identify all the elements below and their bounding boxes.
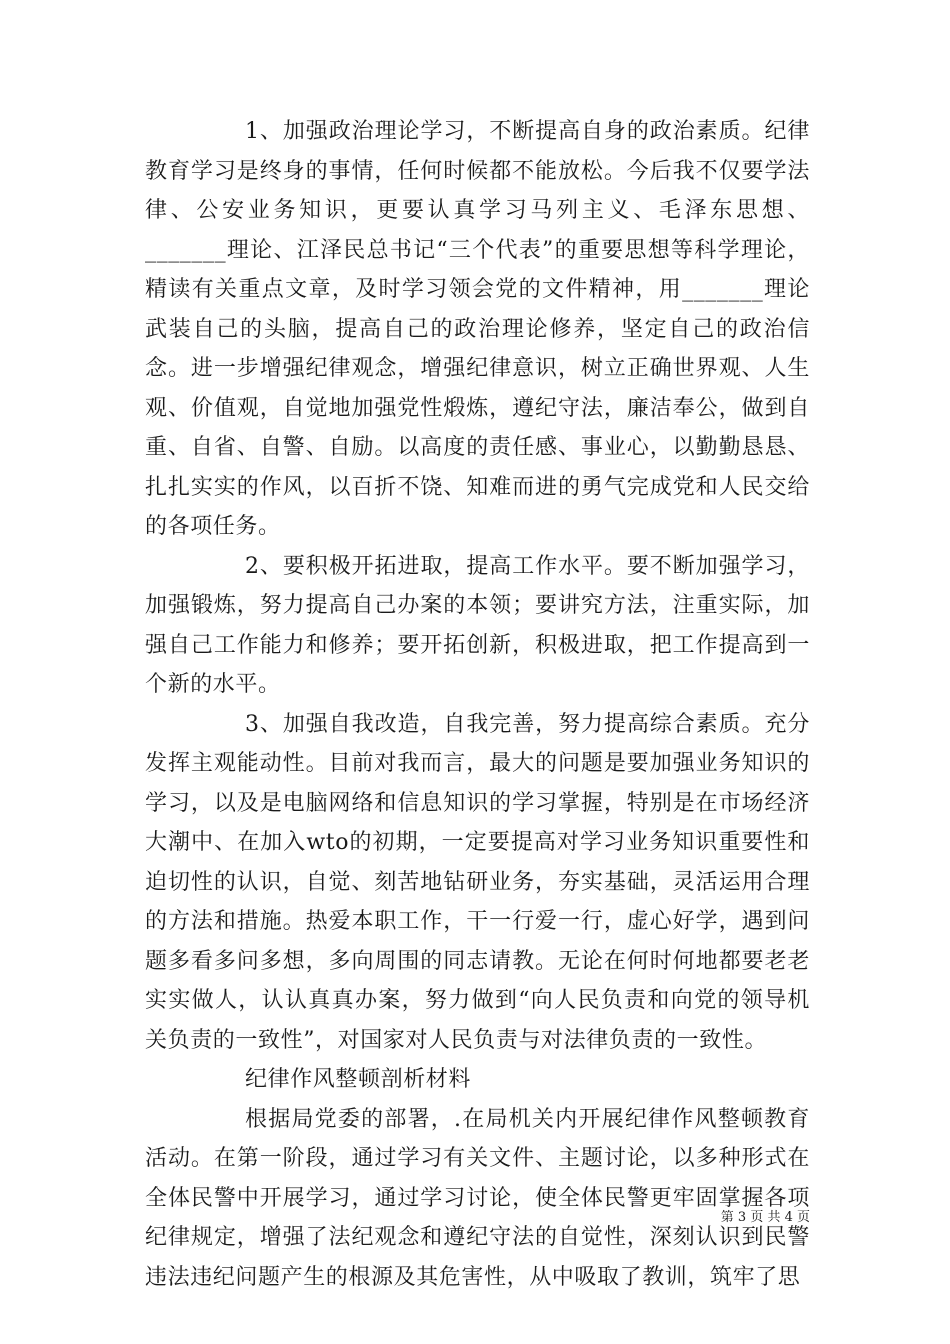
paragraph-3: 3、加强自我改造，自我完善，努力提高综合素质。充分发挥主观能动性。目前对我而言，最大的问题是要加强业务知识的学习，以及是电脑网络和信息知识的学习掌握，特别是在市场经济大潮中、在加入wto的初期，一定要提高对学习业务知识重要性和迫切性的认识，自觉、刻苦地钻研业务，夯实基础，灵活运用合理的方法和措施。热爱本职工作，干一行爱一行，虚心好学，遇到问题多看多问多想，多向周围的同志请教。无论在何时何地都要老老实实做人，认认真真办案，努力做到“向人民负责和向党的领导机关负责的一致性”，对国家对人民负责与对法律负责的一致性。 (145, 711, 810, 1053)
paragraph-1: 1、加强政治理论学习，不断提高自身的政治素质。纪律教育学习是终身的事情，任何时候都不能放松。今后我不仅要学法律、公安业务知识，更要认真学习马列主义、毛泽东思想、_______理论、江泽民总书记“三个代表”的重要思想等科学理论，精读有关重点文章，及时学习领会党的文件精神，用_______理论武装自己的头脑，提高自己的政治理论修养，坚定自己的政治信念。进一步增强纪律观念，增强纪律意识，树立正确世界观、人生观、价值观，自觉地加强党性煅炼，遵纪守法，廉洁奉公，做到自重、自省、自警、自励。以高度的责任感、事业心，以勤勤恳恳、扎扎实实的作风，以百折不饶、知难而进的勇气完成党和人民交给的各项任务。 (145, 119, 810, 539)
section-title: 纪律作风整顿剖析材料 (245, 1067, 472, 1092)
page-number: 第 3 页 共 4 页 (720, 1210, 810, 1225)
paragraph-2: 2、要积极开拓进取，提高工作水平。要不断加强学习，加强锻炼，努力提高自己办案的本领；要讲究方法，注重实际，加强自己工作能力和修养；要开拓创新，积极进取，把工作提高到一个新的水平。 (145, 553, 810, 697)
document-body (145, 112, 810, 1297)
closing-paragraph: 根据局党委的部署，.在局机关内开展纪律作风整顿教育活动。在第一阶段，通过学习有关文件、主题讨论，以多种形式在全体民警中开展学习，通过学习讨论，使全体民警更牢固掌握各项纪律规定，增强了法纪观念和遵纪守法的自觉性，深刻认识到民警违法违纪问题产生的根源及其危害性，从中吸取了教训，筑牢了思 (145, 1106, 810, 1290)
